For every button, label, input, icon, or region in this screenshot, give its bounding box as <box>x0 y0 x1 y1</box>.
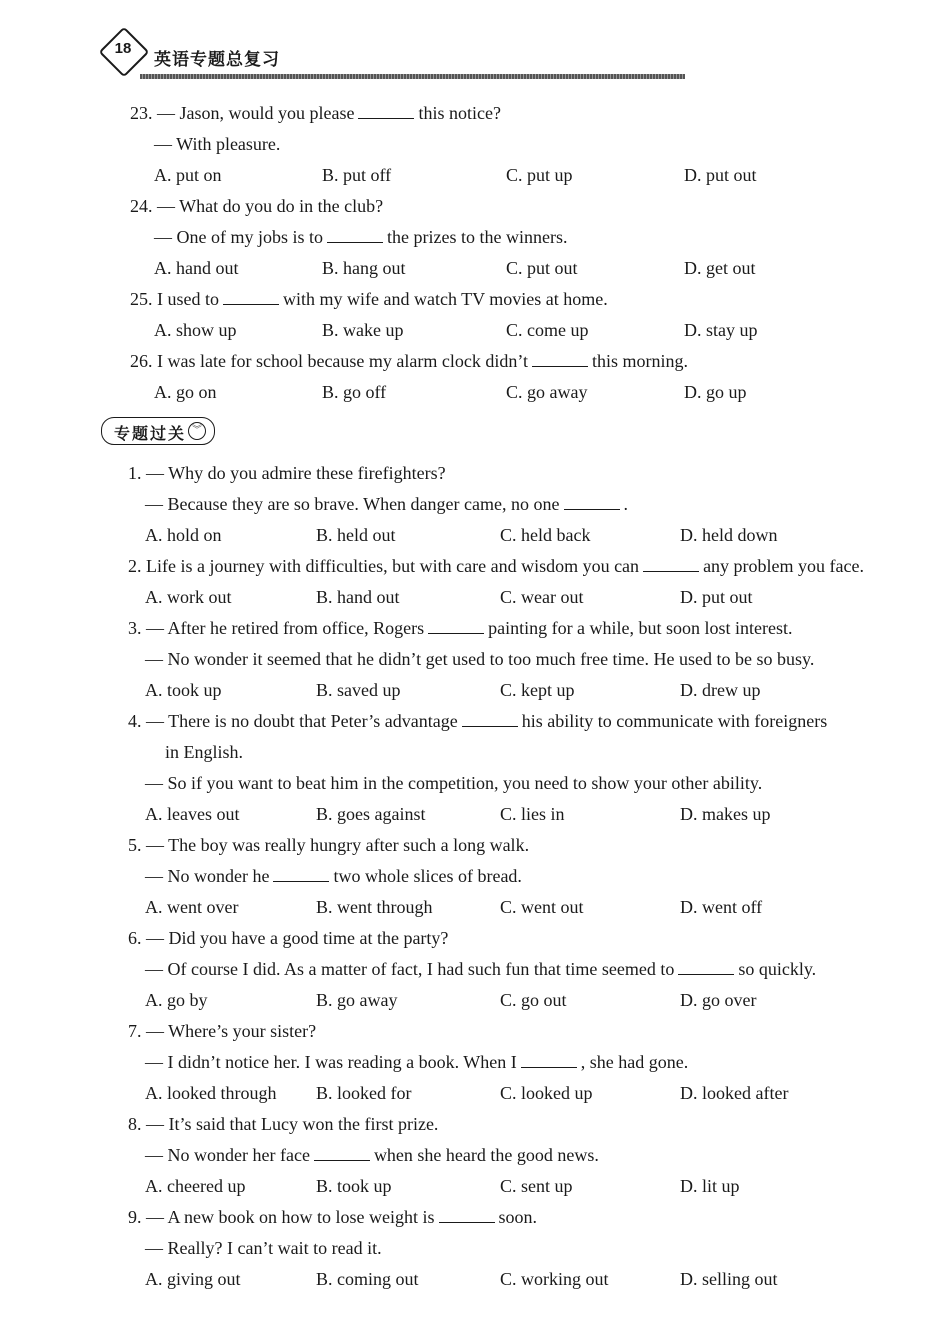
question-line <box>128 710 827 732</box>
question-text: — Jason, would you please <box>157 103 355 123</box>
answer-blank <box>462 712 518 727</box>
answer-option: B. hand out <box>316 587 400 607</box>
question-line <box>145 648 814 670</box>
answer-option: C. wear out <box>500 587 584 607</box>
answer-option: A. put on <box>154 165 222 185</box>
question-text: Life is a journey with difficulties, but with care and wisdom you can <box>146 556 640 576</box>
question-number: 23. <box>130 103 153 123</box>
question-text: with my wife and watch TV movies at home. <box>283 289 608 309</box>
answer-option: C. kept up <box>500 680 575 700</box>
question-number: 7. <box>128 1021 142 1041</box>
answer-option: A. looked through <box>145 1083 277 1103</box>
question-text: I was late for school because my alarm clock didn’t <box>157 351 529 371</box>
question-line <box>145 865 522 887</box>
answer-option: A. hold on <box>145 525 222 545</box>
question-text: when she heard the good news. <box>373 1145 599 1165</box>
question-number: 26. <box>130 351 153 371</box>
question-number: 6. <box>128 928 142 948</box>
question-line <box>165 741 243 763</box>
question-line <box>154 226 567 248</box>
question-text: so quickly. <box>738 959 817 979</box>
answer-option: A. hand out <box>154 258 239 278</box>
answer-option: A. leaves out <box>145 804 240 824</box>
page-number: 18 <box>114 40 132 57</box>
answer-option: B. go off <box>322 382 387 402</box>
question-text: — Did you have a good time at the party? <box>146 928 449 948</box>
question-text: — The boy was really hungry after such a long walk. <box>146 835 530 855</box>
answer-option: C. lies in <box>500 804 565 824</box>
answer-option: C. looked up <box>500 1083 593 1103</box>
answer-option: B. held out <box>316 525 396 545</box>
answer-option: A. took up <box>145 680 222 700</box>
question-line <box>128 462 446 484</box>
answer-option: A. go on <box>154 382 217 402</box>
question-text: painting for a while, but soon lost interest. <box>488 618 793 638</box>
question-text: — Where’s your sister? <box>146 1021 317 1041</box>
answer-blank <box>678 960 734 975</box>
question-line <box>128 834 529 856</box>
answer-blank <box>273 867 329 882</box>
answer-option: D. put out <box>684 165 757 185</box>
answer-option: C. go away <box>506 382 588 402</box>
question-text: his ability to communicate with foreigners <box>521 711 828 731</box>
answer-option: B. put off <box>322 165 392 185</box>
answer-option: A. go by <box>145 990 208 1010</box>
question-line <box>145 1237 382 1259</box>
answer-option: A. work out <box>145 587 232 607</box>
question-line <box>145 1051 688 1073</box>
answer-option: C. put up <box>506 165 573 185</box>
answer-blank <box>532 352 588 367</box>
question-number: 9. <box>128 1207 142 1227</box>
question-line <box>130 195 383 217</box>
question-number: 5. <box>128 835 142 855</box>
section-title: 专题过关 <box>114 424 187 443</box>
answer-blank <box>428 619 484 634</box>
question-line <box>130 102 501 124</box>
question-number: 1. <box>128 463 142 483</box>
question-text: — Really? I can’t wait to read it. <box>145 1238 382 1258</box>
answer-option: A. show up <box>154 320 237 340</box>
answer-blank <box>358 104 414 119</box>
question-text: the prizes to the winners. <box>387 227 568 247</box>
question-line <box>128 1020 316 1042</box>
answer-blank <box>564 495 620 510</box>
answer-blank <box>521 1053 577 1068</box>
answer-blank <box>643 557 699 572</box>
question-line <box>128 555 864 577</box>
answer-option: D. go over <box>680 990 757 1010</box>
answer-option: D. get out <box>684 258 756 278</box>
question-text: — So if you want to beat him in the competition, you need to show your other ability. <box>145 773 763 793</box>
question-text: — It’s said that Lucy won the first prize. <box>146 1114 439 1134</box>
answer-option: C. held back <box>500 525 591 545</box>
header-divider <box>140 74 685 79</box>
question-text: — Of course I did. As a matter of fact, I had such fun that time seemed to <box>145 959 675 979</box>
question-text: — I didn’t notice her. I was reading a book. When I <box>145 1052 517 1072</box>
question-text: in English. <box>165 742 244 762</box>
answer-option: C. go out <box>500 990 567 1010</box>
question-text: this notice? <box>418 103 501 123</box>
answer-option: D. held down <box>680 525 778 545</box>
question-text: — One of my jobs is to <box>154 227 323 247</box>
answer-option: B. looked for <box>316 1083 412 1103</box>
answer-option: C. sent up <box>500 1176 573 1196</box>
answer-option: C. come up <box>506 320 589 340</box>
answer-option: D. go up <box>684 382 747 402</box>
question-line <box>145 772 762 794</box>
question-text: — No wonder he <box>145 866 270 886</box>
answer-blank <box>314 1146 370 1161</box>
answer-option: A. went over <box>145 897 239 917</box>
question-text: — After he retired from office, Rogers <box>146 618 425 638</box>
double-chevron-down-icon: ︾ <box>188 422 206 440</box>
answer-option: C. put out <box>506 258 578 278</box>
question-text: two whole slices of bread. <box>333 866 522 886</box>
answer-option: B. wake up <box>322 320 404 340</box>
question-text: I used to <box>157 289 219 309</box>
answer-option: D. went off <box>680 897 763 917</box>
answer-option: B. goes against <box>316 804 426 824</box>
question-number: 24. <box>130 196 153 216</box>
question-text: , she had gone. <box>580 1052 689 1072</box>
question-number: 4. <box>128 711 142 731</box>
question-number: 8. <box>128 1114 142 1134</box>
answer-option: A. giving out <box>145 1269 241 1289</box>
answer-option: D. looked after <box>680 1083 789 1103</box>
question-text: any problem you face. <box>703 556 864 576</box>
question-number: 25. <box>130 289 153 309</box>
section-badge <box>101 417 215 445</box>
answer-option: B. saved up <box>316 680 401 700</box>
answer-option: C. went out <box>500 897 584 917</box>
question-line <box>154 133 280 155</box>
answer-option: B. go away <box>316 990 398 1010</box>
answer-option: C. working out <box>500 1269 609 1289</box>
answer-option: B. went through <box>316 897 433 917</box>
question-text: soon. <box>498 1207 538 1227</box>
page-header <box>100 30 690 86</box>
answer-option: B. coming out <box>316 1269 419 1289</box>
answer-blank <box>439 1208 495 1223</box>
answer-option: D. makes up <box>680 804 771 824</box>
answer-option: D. selling out <box>680 1269 778 1289</box>
answer-blank <box>327 228 383 243</box>
question-text: — A new book on how to lose weight is <box>146 1207 435 1227</box>
answer-option: D. stay up <box>684 320 758 340</box>
question-line <box>145 1144 599 1166</box>
question-line <box>130 350 688 372</box>
answer-option: D. lit up <box>680 1176 740 1196</box>
answer-option: B. hang out <box>322 258 406 278</box>
question-line <box>130 288 608 310</box>
question-text: — Why do you admire these firefighters? <box>146 463 446 483</box>
answer-blank <box>223 290 279 305</box>
question-line <box>128 1206 537 1228</box>
question-line <box>145 493 628 515</box>
question-text: — Because they are so brave. When danger came, no one <box>145 494 560 514</box>
question-text: — No wonder her face <box>145 1145 310 1165</box>
question-text: . <box>623 494 628 514</box>
question-line <box>145 958 816 980</box>
answer-option: B. took up <box>316 1176 392 1196</box>
question-text: — There is no doubt that Peter’s advantage <box>146 711 458 731</box>
answer-option: D. drew up <box>680 680 761 700</box>
answer-option: A. cheered up <box>145 1176 246 1196</box>
question-text: — No wonder it seemed that he didn’t get used to too much free time. He used to be so busy. <box>145 649 815 669</box>
question-number: 2. <box>128 556 142 576</box>
question-line <box>128 617 793 639</box>
question-text: this morning. <box>592 351 689 371</box>
question-text: — What do you do in the club? <box>157 196 384 216</box>
book-title: 英语专题总复习 <box>154 50 280 70</box>
question-line <box>128 927 448 949</box>
answer-option: D. put out <box>680 587 753 607</box>
question-number: 3. <box>128 618 142 638</box>
question-text: — With pleasure. <box>154 134 281 154</box>
question-line <box>128 1113 438 1135</box>
